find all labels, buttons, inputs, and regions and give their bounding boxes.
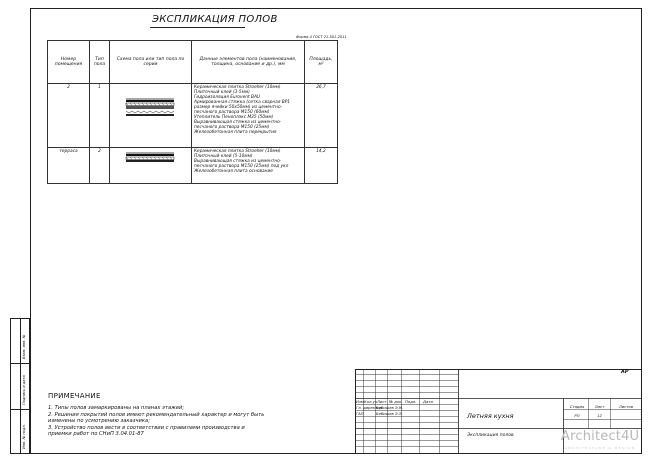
sheet-title: Экспликация полов <box>467 433 514 438</box>
floor-type: 2 <box>90 148 110 184</box>
layer-line: Плиточный клей (5-10мм) <box>194 154 253 159</box>
sheets-label: Листов <box>618 404 634 409</box>
notes-title: ПРИМЕЧАНИЕ <box>48 392 101 400</box>
title-underline <box>150 27 245 28</box>
side-stamp <box>10 318 30 454</box>
layer-line: Гидроизоляция Eurovent BAU <box>194 95 261 100</box>
side-stamp-label: Подпись и дата <box>22 375 26 405</box>
room-area: 14,2 <box>305 148 338 184</box>
header-type: Тип пола <box>90 41 110 84</box>
notes-body <box>48 405 348 438</box>
side-stamp-label: Взам. инв. № <box>22 334 26 359</box>
layer-line: песчаного раствора М150 (60мм) <box>194 110 270 115</box>
watermark-logo: Architect4U <box>561 429 640 444</box>
sheet-label: Лист <box>594 404 605 409</box>
note-line: 3. Устройство полов вести в соответствии с правилами производства и <box>48 424 245 431</box>
floor-layers <box>192 148 305 184</box>
col-header-qty: Кол.уч <box>364 399 378 404</box>
floor-section-drawing-2 <box>112 149 188 175</box>
col-header-change: Изм. <box>356 399 365 404</box>
side-stamp-label: Инв. № подл. <box>22 424 26 449</box>
floor-scheme <box>110 148 192 184</box>
room-number: терраса <box>48 148 90 184</box>
floor-layers <box>192 84 305 148</box>
layer-line: Керамическая плитка Stroeher (10мм) <box>194 149 281 154</box>
floor-section-drawing-1 <box>112 85 188 141</box>
note-line: приемки работ по СНиП 3.04.01-87 <box>48 431 144 438</box>
col-header-sign: Подп. <box>405 399 417 404</box>
layer-line: Плиточный клей (3-5мм) <box>194 90 250 95</box>
layer-line: Выравнивающая стяжка из цементно- <box>194 120 282 125</box>
header-layers: Данные элементов пола (наименование, толщина, основание и др.), мм <box>192 41 305 84</box>
role-label: Гл. директор <box>356 405 383 410</box>
stage-label: Стадия <box>569 404 585 409</box>
role-label: ГАП <box>356 411 364 416</box>
sheet-number: 12 <box>597 413 602 418</box>
table-row <box>48 84 338 148</box>
layer-line: размер ячейки 50х50мм) из цементно- <box>194 105 283 110</box>
table-header-row <box>48 41 338 84</box>
note-line: изменены по усмотрению заказчика; <box>48 418 150 425</box>
floor-schedule-table <box>47 40 338 184</box>
watermark-logo-sub: ARCHITECTURE & DESIGN <box>565 446 636 450</box>
layer-line: Выравнивающая стяжка из цементно- <box>194 159 282 164</box>
floor-scheme <box>110 84 192 148</box>
table-row <box>48 148 338 184</box>
layer-line: Железобетонная плита основание <box>194 169 273 174</box>
note-line: 2. Решения покрытий полов имеют рекомендательный характер и могут быть <box>48 411 265 418</box>
project-code: АР <box>621 369 629 375</box>
layer-line: Утеплитель Пеноплэкс М35 (50мм) <box>194 115 274 120</box>
col-header-sheet: Лист <box>377 399 387 404</box>
project-name: Летняя кухня <box>467 412 514 420</box>
form-note: Форма 4 ГОСТ 21.501-2011 <box>296 35 347 39</box>
room-number: 2 <box>48 84 90 148</box>
stage-value: РП <box>574 413 580 418</box>
floor-type: 1 <box>90 84 110 148</box>
header-room: Номер помещения <box>48 41 90 84</box>
layer-line: Армированная стяжка (сетка сварная ВР1 <box>194 100 291 105</box>
col-header-doc: № док. <box>389 399 403 404</box>
side-divider <box>11 409 29 410</box>
col-header-date: Дата <box>423 399 433 404</box>
layer-line: Керамическая плитка Stroeher (10мм) <box>194 85 281 90</box>
side-divider <box>20 319 21 453</box>
role-name: Бебишев Э.Э. <box>376 411 403 416</box>
room-area: 26,7 <box>305 84 338 148</box>
header-scheme: Схема пола или тип пола по серии <box>110 41 192 84</box>
header-area: Площадь, м² <box>305 41 338 84</box>
role-name: Бебишев Э.М. <box>376 405 404 410</box>
side-divider <box>11 363 29 364</box>
layer-line: Железобетонная плита перекрытия <box>194 130 277 135</box>
layer-line: песчаного раствора М150 (25мм) под укл <box>194 164 289 169</box>
layer-line: песчаного раствора М150 (25мм) <box>194 125 270 130</box>
page-title: ЭКСПЛИКАЦИЯ ПОЛОВ <box>152 14 278 25</box>
note-line: 1. Типы полов замаркированы на планах этажей; <box>48 405 185 411</box>
